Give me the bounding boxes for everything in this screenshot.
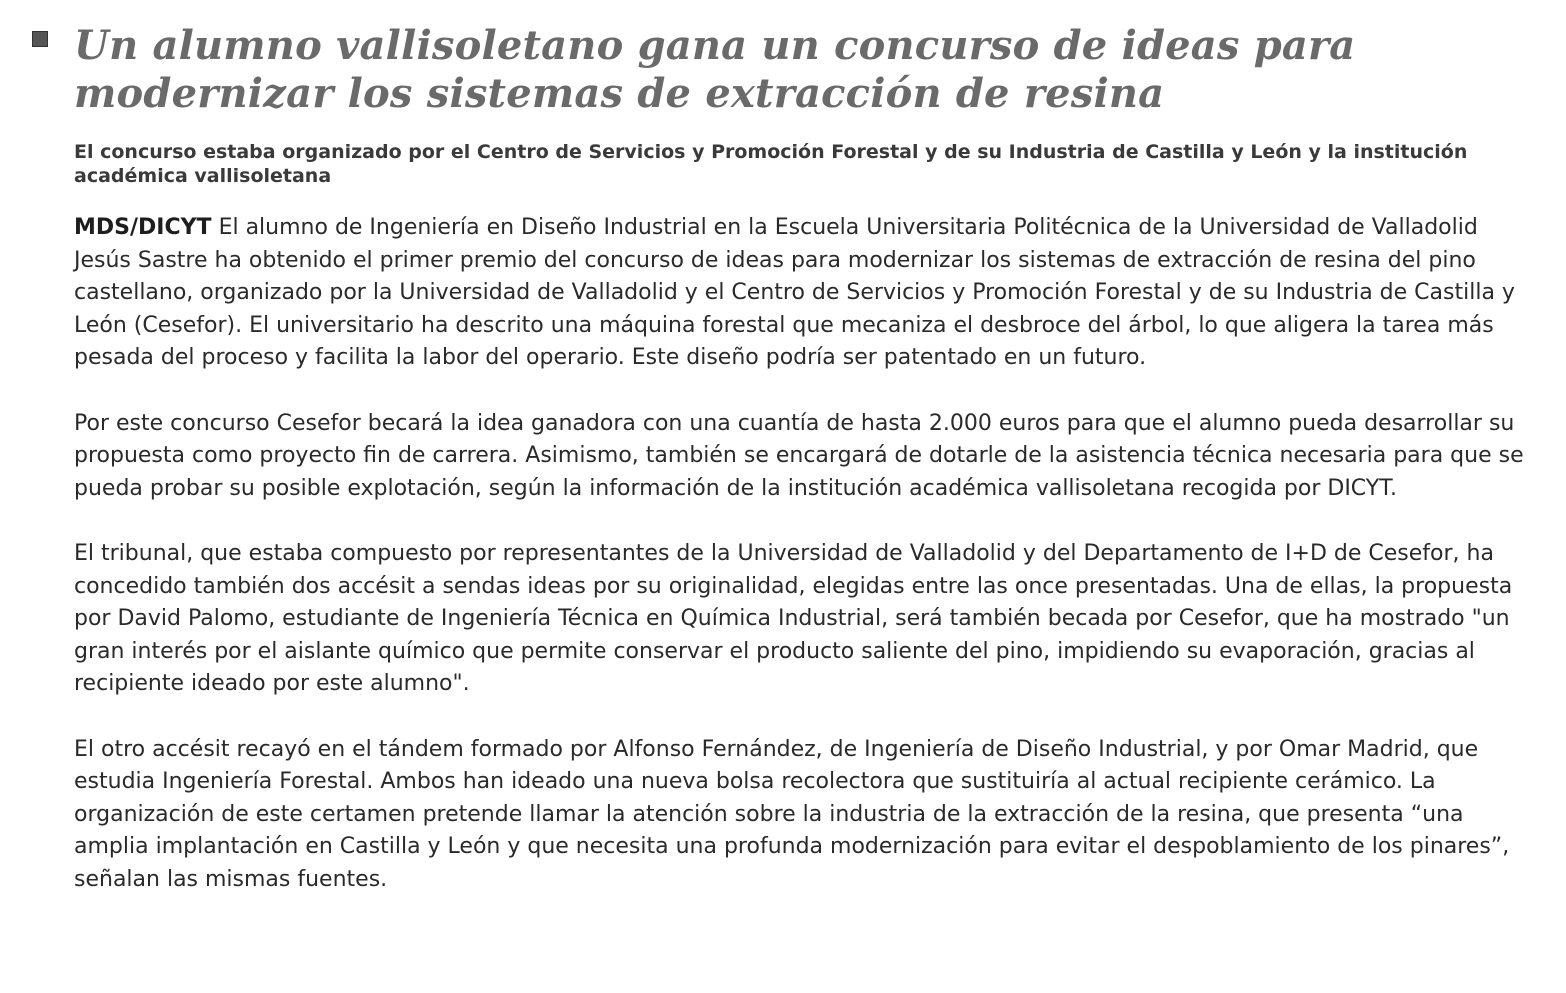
paragraph-1-text: El alumno de Ingeniería en Diseño Industrial en la Escuela Universitaria Politécnica de la Universidad de Valladolid Jesús Sastre ha obtenido el primer premio del concurso de ideas para modernizar los sistemas de extracción de resina del pino castellano, organizado por la Universidad de Valladolid y el Centro de Servicios y Promoción Forestal y de su Industria de Castilla y León (Cesefor). El universitario ha descrito una máquina forestal que mecaniza el desbroce del árbol, lo que aligera la tarea más pesada del proceso y facilita la labor del operario. Este diseño podría ser patentado en un futuro. [74,215,1515,371]
source-credit: MDS/DICYT [74,215,212,240]
paragraph-4: El otro accésit recayó en el tándem formado por Alfonso Fernández, de Ingeniería de Diseño Industrial, y por Omar Madrid, que estudia Ingeniería Forestal. Ambos han ideado una nueva bolsa recolectora que sustituiría al actual recipiente cerámico. La organización de este certamen pretende llamar la atención sobre la industria de la extracción de la resina, que presenta “una amplia implantación en Castilla y León y que necesita una profunda modernización para evitar el despoblamiento de los pinares”, señalan las mismas fuentes. [74,736,1510,892]
article-subtitle: El concurso estaba organizado por el Centro de Servicios y Promoción Forestal y de su Industria de Castilla y León y la institución académica vallisoletana [74,141,1468,187]
paragraph-3: El tribunal, que estaba compuesto por representantes de la Universidad de Valladolid y del Departamento de I+D de Cesefor, ha concedido también dos accésit a sendas ideas por su originalidad, elegidas entre las once presentadas. Una de ellas, la propuesta por David Palomo, estudiante de Ingeniería Técnica en Química Industrial, será también becada por Cesefor, que ha mostrado "un gran interés por el aislante químico que permite conservar el producto saliente del pino, impidiendo su evaporación, gracias al recipiente ideado por este alumno". [74,540,1513,697]
article-headline: Un alumno vallisoletano gana un concurso de ideas para modernizar los sistemas de extracción de resina [74,22,1356,117]
paragraph-2: Por este concurso Cesefor becará la idea ganadora con una cuantía de hasta 2.000 euros para que el alumno pueda desarrollar su propuesta como proyecto fin de carrera. Asimismo, también se encargará de dotarle de la asistencia técnica necesaria para que se pueda probar su posible explotación, según la información de la institución académica vallisoletana recogida por DICYT. [74,410,1524,501]
square-bullet-icon [32,31,48,47]
article-body [74,212,1534,929]
paragraph-1 [74,212,1534,375]
